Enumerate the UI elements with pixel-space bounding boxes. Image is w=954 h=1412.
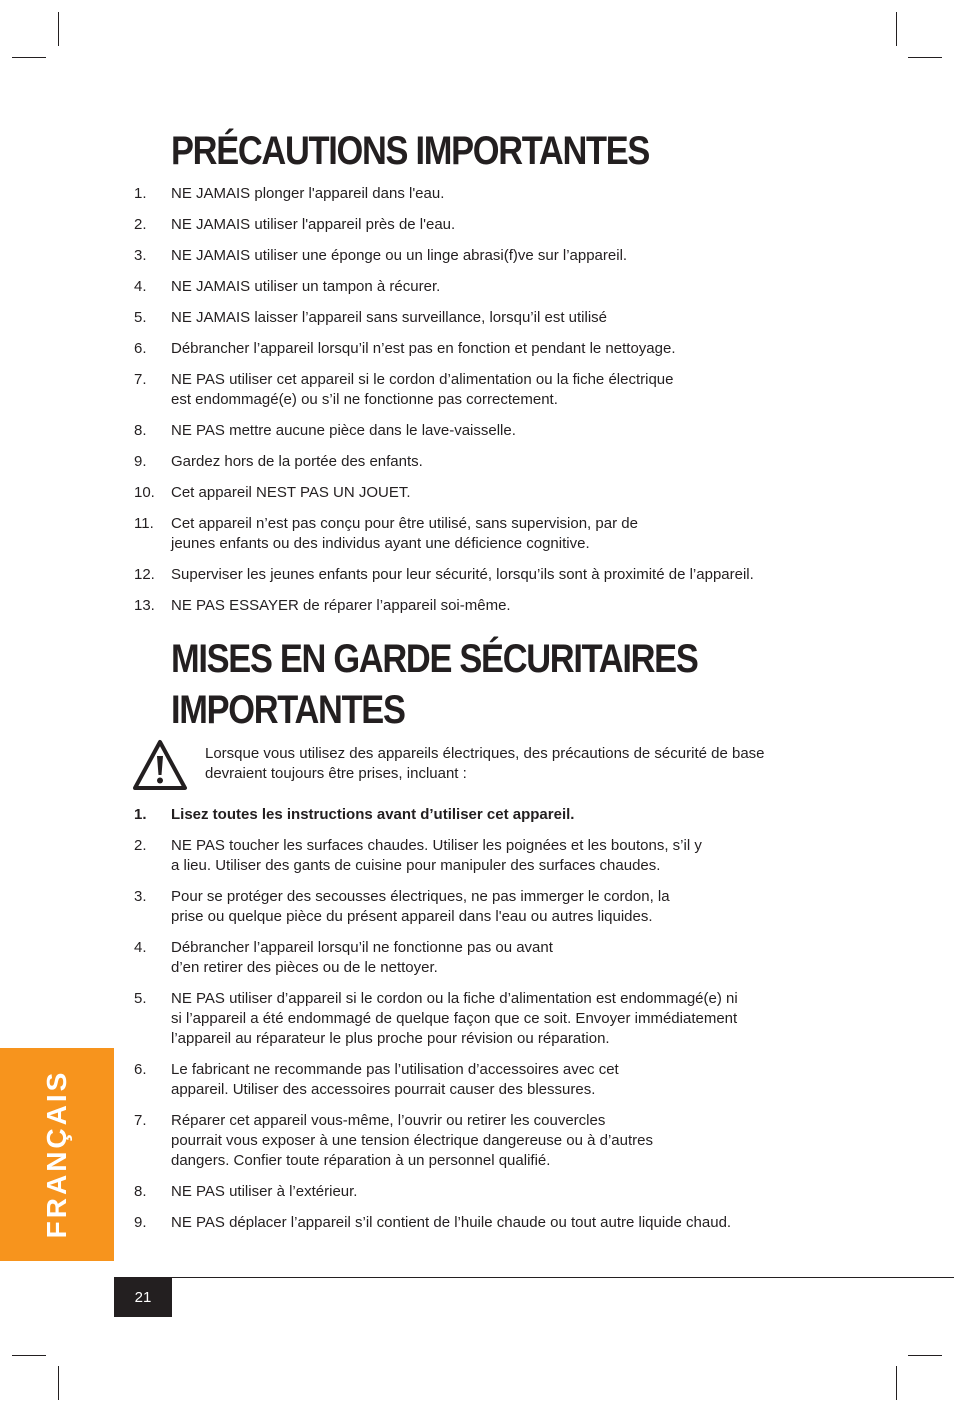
item-number: 3. <box>134 247 147 264</box>
item-text: NE PAS utiliser à l’extérieur. <box>171 1183 358 1200</box>
item-number: 6. <box>134 1061 147 1078</box>
item-text: Superviser les jeunes enfants pour leur sécurité, lorsqu’ils sont à proximité de l’appareil. <box>171 566 754 583</box>
item-text: NE PAS ESSAYER de réparer l’appareil soi-même. <box>171 597 511 614</box>
item-number: 7. <box>134 1112 147 1129</box>
item-text: NE PAS utiliser cet appareil si le cordon d’alimentation ou la fiche électrique est endommagé(e) ou s’il ne fonctionne pas correctement. <box>171 371 674 408</box>
item-number: 1. <box>134 185 147 202</box>
list-item <box>134 514 754 554</box>
item-number: 5. <box>134 990 147 1007</box>
list-item <box>134 370 754 410</box>
item-number: 5. <box>134 309 147 326</box>
item-number: 10. <box>134 484 155 501</box>
list-item <box>134 483 754 503</box>
crop-mark <box>896 12 897 46</box>
item-text: Le fabricant ne recommande pas l’utilisation d’accessoires avec cet appareil. Utiliser des accessoires pourrait causer des blessures. <box>171 1061 619 1098</box>
crop-mark <box>58 12 59 46</box>
item-number: 9. <box>134 453 147 470</box>
item-text: Cet appareil NEST PAS UN JOUET. <box>171 484 411 501</box>
list-item <box>134 215 754 235</box>
item-number: 4. <box>134 278 147 295</box>
list-item <box>134 308 754 328</box>
list-item <box>134 565 754 585</box>
warning-triangle-icon <box>132 739 188 791</box>
item-text: NE JAMAIS laisser l’appareil sans surveillance, lorsqu’il est utilisé <box>171 309 608 326</box>
list-item <box>134 1060 738 1100</box>
item-text: Débrancher l’appareil lorsqu’il ne fonctionne pas ou avant d’en retirer des pièces ou de le nettoyer. <box>171 939 553 976</box>
list-item <box>134 246 754 266</box>
safety-intro: Lorsque vous utilisez des appareils électriques, des précautions de sécurité de base devraient toujours être prises, incluant : <box>205 745 765 782</box>
item-number: 11. <box>134 515 154 532</box>
footer-rule <box>114 1277 954 1278</box>
item-text: Lisez toutes les instructions avant d’utiliser cet appareil. <box>171 806 575 823</box>
crop-mark <box>58 1366 59 1400</box>
list-item <box>134 596 754 616</box>
item-number: 13. <box>134 597 155 614</box>
list-item <box>134 1182 738 1202</box>
item-number: 6. <box>134 340 147 357</box>
item-text: Gardez hors de la portée des enfants. <box>171 453 423 470</box>
item-number: 9. <box>134 1214 147 1231</box>
section2-title-line1: MISES EN GARDE SÉCURITAIRES <box>171 637 698 681</box>
list-item <box>134 989 738 1049</box>
list-item <box>134 339 754 359</box>
crop-mark <box>896 1366 897 1400</box>
item-text: Cet appareil n’est pas conçu pour être utilisé, sans supervision, par de jeunes enfants ou des individus ayant une déficience cognitive. <box>171 515 638 552</box>
list-item <box>134 836 738 876</box>
language-tab <box>0 1048 114 1261</box>
item-text: NE PAS utiliser d’appareil si le cordon ou la fiche d’alimentation est endommagé(e) ni si l’appareil a été endommagé de quelque façon que ce soit. Envoyer immédiatement l’appareil au réparateur le plus proche pour révision ou réparation. <box>171 990 738 1047</box>
list-item <box>134 938 738 978</box>
crop-mark <box>908 57 942 58</box>
list-item <box>134 887 738 927</box>
item-text: Débrancher l’appareil lorsqu’il n’est pas en fonction et pendant le nettoyage. <box>171 340 676 357</box>
item-text: NE JAMAIS utiliser une éponge ou un linge abrasi(f)ve sur l’appareil. <box>171 247 628 264</box>
item-text: NE JAMAIS utiliser l'appareil près de l'eau. <box>171 216 456 233</box>
item-number: 4. <box>134 939 147 956</box>
item-text: NE JAMAIS plonger l'appareil dans l'eau. <box>171 185 445 202</box>
list-item <box>134 805 738 825</box>
item-text: NE PAS mettre aucune pièce dans le lave-vaisselle. <box>171 422 516 439</box>
list-item <box>134 277 754 297</box>
language-tab-label: FRANÇAIS <box>41 1069 72 1239</box>
page-number: 21 <box>114 1278 172 1317</box>
list-item <box>134 1111 738 1171</box>
item-number: 12. <box>134 566 155 583</box>
item-text: NE PAS toucher les surfaces chaudes. Utiliser les poignées et les boutons, s’il y a lieu. Utiliser des gants de cuisine pour manipuler des surfaces chaudes. <box>171 837 702 874</box>
crop-mark <box>12 1355 46 1356</box>
precautions-list <box>134 184 754 616</box>
item-text: Pour se protéger des secousses électriques, ne pas immerger le cordon, la prise ou quelque pièce du présent appareil dans l'eau ou autres liquides. <box>171 888 670 925</box>
item-number: 8. <box>134 1183 147 1200</box>
list-item <box>134 452 754 472</box>
section2-title-line2: IMPORTANTES <box>171 688 405 732</box>
crop-mark <box>12 57 46 58</box>
list-item <box>134 421 754 441</box>
item-number: 3. <box>134 888 147 905</box>
item-number: 2. <box>134 837 147 854</box>
item-number: 2. <box>134 216 147 233</box>
list-item <box>134 184 754 204</box>
item-number: 7. <box>134 371 147 388</box>
list-item <box>134 1213 738 1233</box>
safety-list <box>134 805 738 1233</box>
item-text: NE PAS déplacer l’appareil s’il contient de l’huile chaude ou tout autre liquide chaud. <box>171 1214 732 1231</box>
item-text: NE JAMAIS utiliser un tampon à récurer. <box>171 278 441 295</box>
item-text: Réparer cet appareil vous-même, l’ouvrir ou retirer les couvercles pourrait vous exposer à une tension électrique dangereuse ou à d’autres dangers. Confier toute réparation à un personnel qualifié. <box>171 1112 653 1169</box>
section1-title: PRÉCAUTIONS IMPORTANTES <box>171 129 650 173</box>
item-number: 8. <box>134 422 147 439</box>
item-number: 1. <box>134 806 147 823</box>
crop-mark <box>908 1355 942 1356</box>
